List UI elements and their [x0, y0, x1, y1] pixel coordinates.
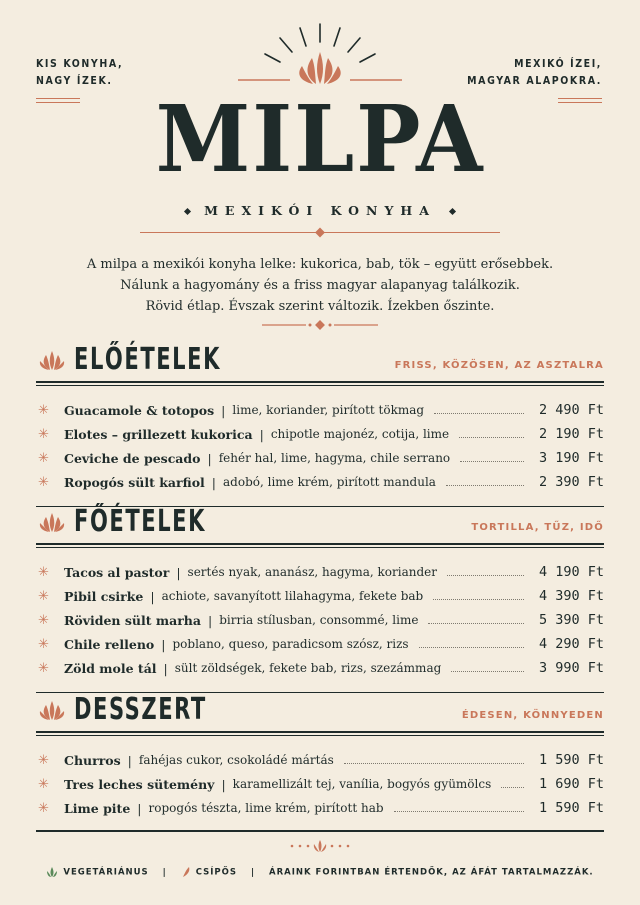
legend-note: ÁRAINK FORINTBAN ÉRTENDŐK, AZ ÁFÁT TARTALMAZZÁK. — [269, 867, 594, 878]
divider — [36, 731, 604, 733]
dot-leader — [451, 671, 524, 672]
menu-item: ✳ Pibil csirke | achiote, savanyított lilahagyma, fekete bab 4 390 Ft — [38, 588, 604, 604]
item-name: Ceviche de pescado — [64, 450, 201, 466]
item-description: fehér hal, lime, hagyma, chile serrano — [218, 451, 451, 465]
diamond-icon — [315, 228, 325, 238]
item-name: Zöld mole tál — [64, 660, 157, 676]
item-price: 2 390 Ft — [538, 474, 604, 490]
section-desserts — [36, 691, 604, 820]
item-price: 1 590 Ft — [538, 752, 604, 768]
section-subtitle: FRISS, KÖZÖSEN, AZ ASZTALRA — [394, 360, 604, 371]
item-description: fahéjas cukor, csokoládé mártás — [138, 753, 334, 767]
item-price: 5 390 Ft — [538, 612, 604, 628]
tagline-right-line1: MEXIKÓ ÍZEI, — [514, 58, 602, 70]
dot-leader — [433, 599, 524, 600]
item-price: 1 590 Ft — [538, 800, 604, 816]
section-title: DESSZERT — [74, 692, 207, 727]
intro-line: Nálunk a hagyomány és a friss magyar alapanyag találkozik. — [120, 278, 520, 293]
asterisk-icon: ✳ — [38, 776, 49, 792]
divider — [36, 543, 604, 545]
section-subtitle: TORTILLA, TŰZ, IDŐ — [471, 522, 604, 533]
asterisk-icon: ✳ — [38, 564, 49, 580]
item-description: karamellizált tej, vanília, bogyós gyümölcs — [232, 777, 492, 791]
menu-item: ✳ Tres leches sütemény | karamellizált tej, vanília, bogyós gyümölcs 1 690 Ft — [38, 776, 604, 792]
intro-line: A milpa a mexikói konyha lelke: kukorica, bab, tök – együtt erősebbek. — [86, 257, 554, 272]
item-price: 4 190 Ft — [538, 564, 604, 580]
tagline-right-line2: MAGYAR ALAPOKRA. — [467, 75, 602, 87]
dot-leader — [446, 485, 524, 486]
item-name: Pibil csirke — [64, 588, 144, 604]
item-price: 2 190 Ft — [538, 426, 604, 442]
item-name: Röviden sült marha — [64, 612, 201, 628]
asterisk-icon: ✳ — [38, 636, 49, 652]
item-description: lime, koriander, pirított tökmag — [232, 403, 425, 417]
ornament-divider-icon — [270, 840, 370, 852]
dot-leader — [434, 413, 524, 414]
item-description: ropogós tészta, lime krém, pirított hab — [148, 801, 384, 815]
dot-leader — [460, 461, 524, 462]
menu-item: ✳ Ropogós sült karfiol | adobó, lime krém, pirított mandula 2 390 Ft — [38, 474, 604, 490]
intro-line: Rövid étlap. Évszak szerint változik. Ízekben őszinte. — [145, 299, 495, 314]
item-price: 3 990 Ft — [538, 660, 604, 676]
item-description: birria stílusban, consommé, lime — [219, 613, 419, 627]
item-name: Elotes – grillezett kukorica — [64, 426, 253, 442]
subtitle-text: MEXIKÓI KONYHA — [204, 203, 436, 218]
section-title: FŐÉTELEK — [74, 504, 207, 539]
diamond-icon — [184, 208, 191, 215]
asterisk-icon: ✳ — [38, 588, 49, 604]
intro-text — [0, 254, 640, 317]
tagline-left-line1: KIS KONYHA, — [36, 58, 124, 70]
diamond-icon — [449, 208, 456, 215]
dot-leader — [394, 811, 524, 812]
tagline-left-line2: NAGY ÍZEK. — [36, 75, 113, 87]
item-name: Chile relleno — [64, 636, 155, 652]
dot-leader — [428, 623, 524, 624]
ornament-divider-icon — [262, 320, 378, 330]
section-subtitle: ÉDESEN, KÖNNYEDEN — [461, 710, 604, 721]
menu-item: ✳ Elotes – grillezett kukorica | chipotle majonéz, cotija, lime 2 190 Ft — [38, 426, 604, 442]
chili-pepper-icon — [181, 866, 191, 878]
dot-leader — [459, 437, 524, 438]
divider — [140, 232, 500, 233]
restaurant-title: MILPA — [155, 85, 485, 193]
menu-item: ✳ Tacos al pastor | sertés nyak, ananász, hagyma, koriander 4 190 Ft — [38, 564, 604, 580]
item-description: adobó, lime krém, pirított mandula — [223, 475, 436, 489]
restaurant-subtitle — [0, 203, 640, 218]
asterisk-icon: ✳ — [38, 752, 49, 768]
asterisk-icon: ✳ — [38, 612, 49, 628]
vegetarian-leaf-icon — [46, 867, 58, 877]
asterisk-icon: ✳ — [38, 800, 49, 816]
agave-icon — [38, 349, 66, 371]
dot-leader — [447, 575, 524, 576]
agave-sun-emblem-icon — [0, 22, 640, 92]
item-price: 4 390 Ft — [538, 588, 604, 604]
divider — [36, 547, 604, 548]
section-title: ELŐÉTELEK — [74, 342, 221, 377]
menu-item: ✳ Churros | fahéjas cukor, csokoládé mártás 1 590 Ft — [38, 752, 604, 768]
divider — [36, 830, 604, 832]
asterisk-icon: ✳ — [38, 426, 49, 442]
divider — [36, 385, 604, 386]
item-name: Tres leches sütemény — [64, 776, 215, 792]
asterisk-icon: ✳ — [38, 660, 49, 676]
menu-item: ✳ Röviden sült marha | birria stílusban, consommé, lime 5 390 Ft — [38, 612, 604, 628]
divider — [36, 381, 604, 383]
item-name: Guacamole & totopos — [64, 402, 215, 418]
section-mains — [36, 503, 604, 693]
item-name: Lime pite — [64, 800, 131, 816]
menu-item: ✳ Guacamole & totopos | lime, koriander, pirított tökmag 2 490 Ft — [38, 402, 604, 418]
item-price: 3 190 Ft — [538, 450, 604, 466]
item-price: 4 290 Ft — [538, 636, 604, 652]
menu-item: ✳ Zöld mole tál | sült zöldségek, fekete bab, rizs, szezámmag 3 990 Ft — [38, 660, 604, 676]
menu-item: ✳ Ceviche de pescado | fehér hal, lime, hagyma, chile serrano 3 190 Ft — [38, 450, 604, 466]
agave-icon — [38, 699, 66, 721]
item-name: Tacos al pastor — [64, 564, 170, 580]
item-price: 1 690 Ft — [538, 776, 604, 792]
menu-item: ✳ Lime pite | ropogós tészta, lime krém, pirított hab 1 590 Ft — [38, 800, 604, 816]
asterisk-icon: ✳ — [38, 402, 49, 418]
item-description: achiote, savanyított lilahagyma, fekete bab — [161, 589, 424, 603]
section-starters — [36, 341, 604, 507]
asterisk-icon: ✳ — [38, 450, 49, 466]
agave-icon — [38, 511, 66, 533]
item-description: sertés nyak, ananász, hagyma, koriander — [187, 565, 438, 579]
item-name: Ropogós sült karfiol — [64, 474, 205, 490]
menu-item: ✳ Chile relleno | poblano, queso, paradicsom szósz, rizs 4 290 Ft — [38, 636, 604, 652]
divider — [36, 735, 604, 736]
item-name: Churros — [64, 752, 121, 768]
legend-vegetarian: VEGETÁRIÁNUS — [63, 867, 149, 878]
item-description: poblano, queso, paradicsom szósz, rizs — [172, 637, 409, 651]
legend: VEGETÁRIÁNUS | CSÍPŐS | ÁRAINK FORINTBAN ÉRTENDŐK, AZ ÁFÁT TARTALMAZZÁK. — [0, 866, 640, 878]
dot-leader — [344, 763, 524, 764]
item-description: chipotle majonéz, cotija, lime — [270, 427, 450, 441]
asterisk-icon: ✳ — [38, 474, 49, 490]
dot-leader — [419, 647, 524, 648]
item-price: 2 490 Ft — [538, 402, 604, 418]
item-description: sült zöldségek, fekete bab, rizs, szezámmag — [174, 661, 442, 675]
legend-spicy: CSÍPŐS — [195, 867, 237, 878]
dot-leader — [501, 787, 524, 788]
